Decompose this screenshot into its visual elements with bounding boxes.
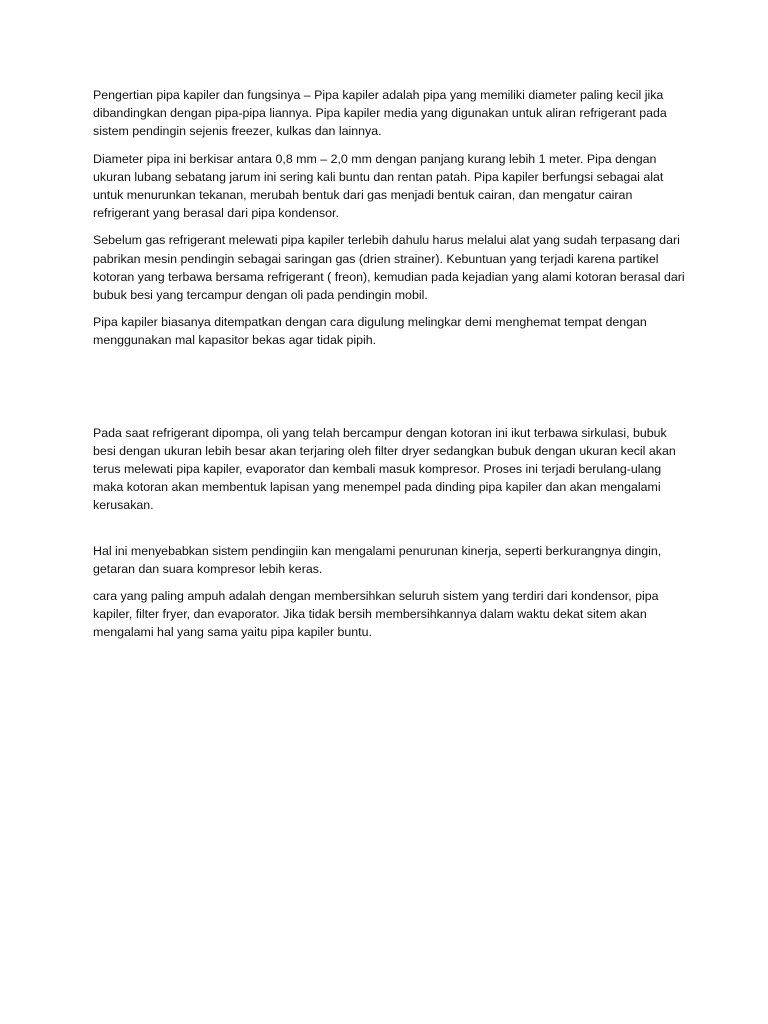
paragraph-circulation: Pada saat refrigerant dipompa, oli yang telah bercampur dengan kotoran ini ikut terbawa sirkulasi, bubuk besi dengan ukuran lebih besar akan terjaring oleh filter dryer sedangkan bubuk dengan ukuran kecil akan terus melewati pipa kapiler, evaporator dan kembali masuk kompresor. Proses ini terjadi berulang-ulang maka kotoran akan membentuk lapisan yang menempel pada dinding pipa kapiler dan akan mengalami kerusakan.: [93, 425, 676, 513]
document-body: [93, 86, 685, 651]
paragraph-performance: Hal ini menyebabkan sistem pendingiin kan mengalami penurunan kinerja, seperti berkurangnya dingin, getaran dan suara kompresor lebih keras.: [93, 543, 662, 576]
paragraph-diameter: Diameter pipa ini berkisar antara 0,8 mm – 2,0 mm dengan panjang kurang lebih 1 meter. Pipa dengan ukuran lubang sebatang jarum ini sering kali buntu dan rentan patah. Pipa kapiler berfungsi sebagai alat untuk menurunkan tekanan, merubah bentuk dari gas menjadi bentuk cairan, dan mengatur cairan refrigerant yang berasal dari pipa kondensor.: [93, 151, 664, 221]
paragraph-strainer: Sebelum gas refrigerant melewati pipa kapiler terlebih dahulu harus melalui alat yang sudah terpasang dari pabrikan mesin pendingin sebagai saringan gas (drien strainer). Kebuntuan yang terjadi karena partikel kotoran yang terbawa bersama refrigerant ( freon), kemudian pada kejadian yang alami kotoran berasal dari bubuk besi yang tercampur dengan oli pada pendingin mobil.: [93, 233, 685, 303]
paragraph-definition: Pengertian pipa kapiler dan fungsinya – Pipa kapiler adalah pipa yang memiliki diameter paling kecil jika dibandingkan dengan pipa-pipa liannya. Pipa kapiler media yang digunakan untuk aliran refrigerant pada sistem pendingin sejenis freezer, kulkas dan lainnya.: [93, 88, 667, 139]
paragraph-placement: Pipa kapiler biasanya ditempatkan dengan cara digulung melingkar demi menghemat tempat dengan menggunakan mal kapasitor bekas agar tidak pipih.: [93, 315, 647, 348]
paragraph-cleaning: cara yang paling ampuh adalah dengan membersihkan seluruh sistem yang terdiri dari kondensor, pipa kapiler, filter fryer, dan evaporator. Jika tidak bersih membersihkannya dalam waktu dekat sitem akan mengalami hal yang sama yaitu pipa kapiler buntu.: [93, 589, 659, 640]
